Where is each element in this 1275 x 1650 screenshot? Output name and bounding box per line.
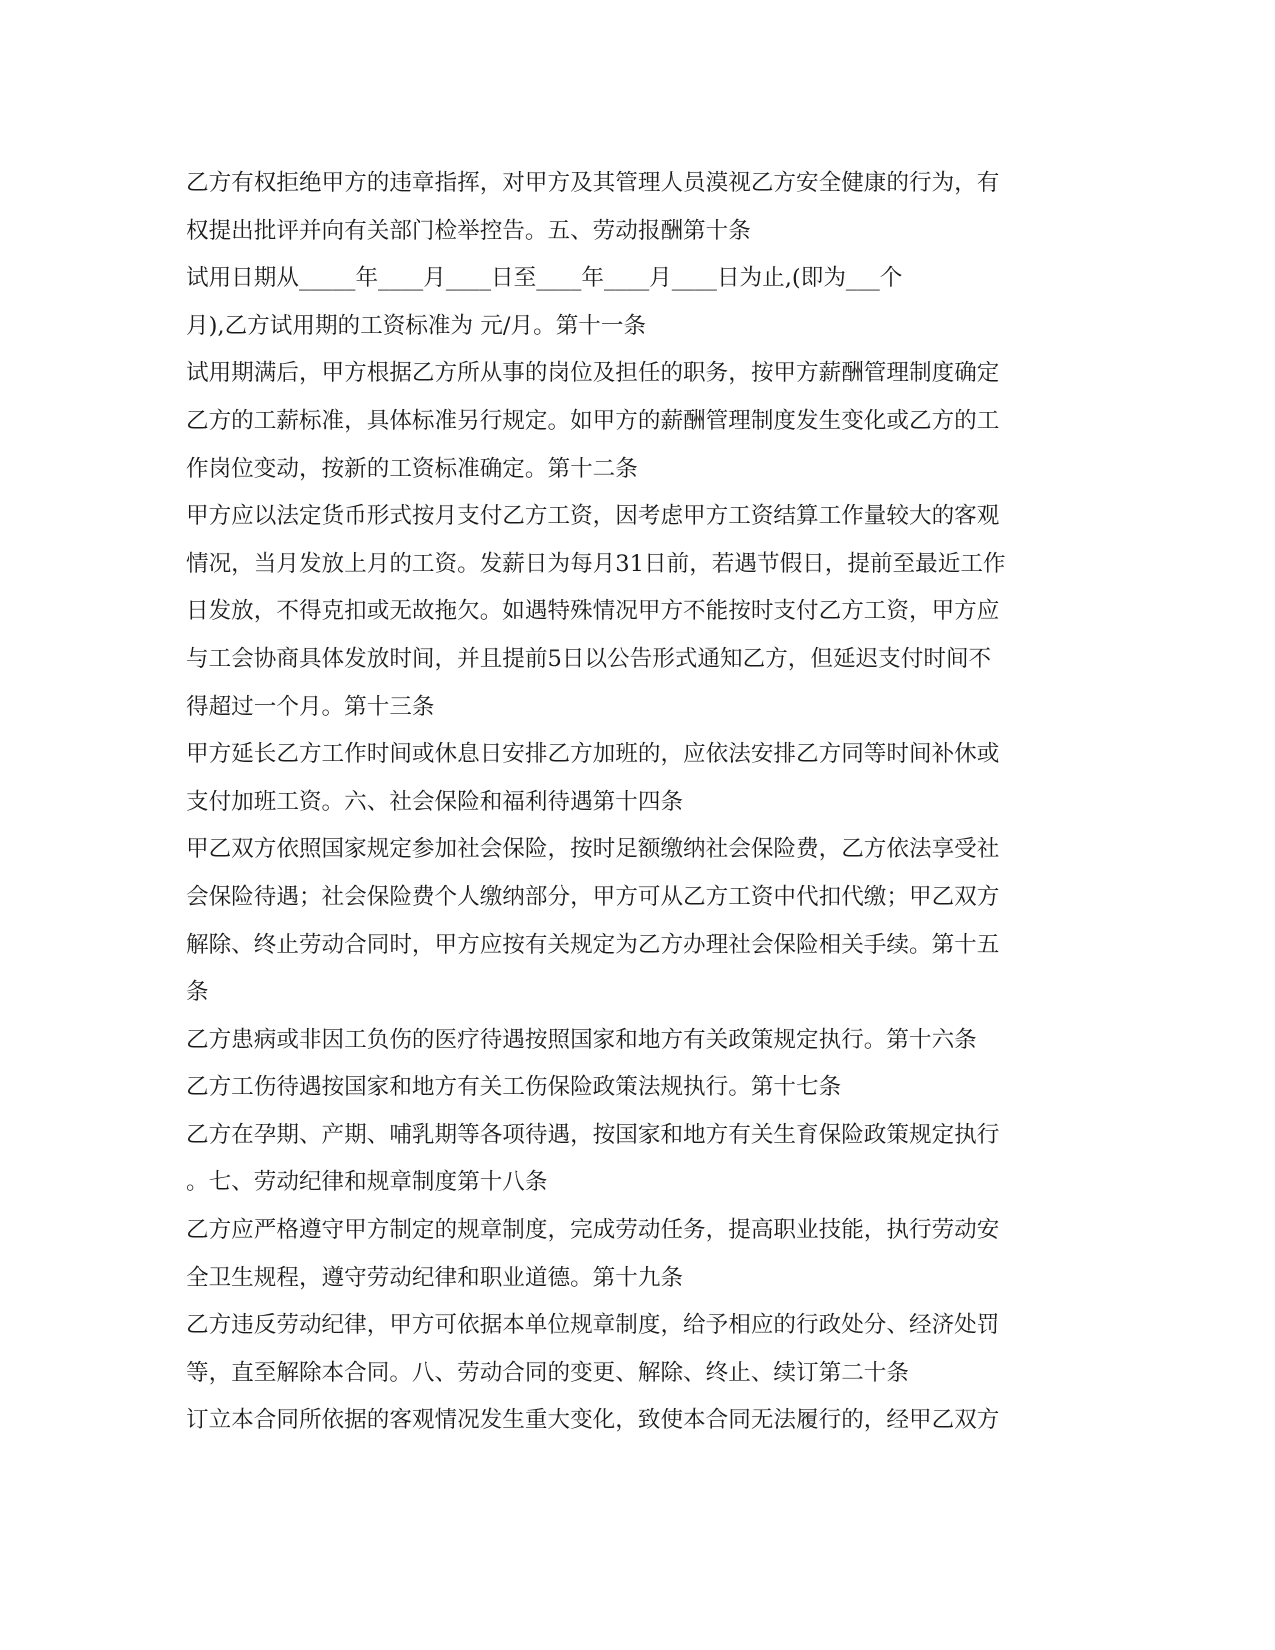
text-line: 乙方有权拒绝甲方的违章指挥，对甲方及其管理人员漠视乙方安全健康的行为，有 [186,170,1000,196]
text-line: 会保险待遇；社会保险费个人缴纳部分，甲方可从乙方工资中代扣代缴；甲乙双方 [186,883,1000,910]
text-line: 支付加班工资。六、社会保险和福利待遇第十四条 [186,788,684,815]
text-line: 乙方应严格遵守甲方制定的规章制度，完成劳动任务，提高职业技能，执行劳动安 [186,1217,1000,1244]
text-line: 月),乙方试用期的工资标准为 元/月。第十一条 [186,312,647,339]
text-line: 乙方的工薪标准，具体标准另行规定。如甲方的薪酬管理制度发生变化或乙方的工 [186,407,1000,434]
text-line: 乙方违反劳动纪律，甲方可依据本单位规章制度，给予相应的行政处分、经济处罚 [186,1312,1000,1339]
text-line: 作岗位变动，按新的工资标准确定。第十二条 [186,455,638,482]
text-line: 甲方延长乙方工作时间或休息日安排乙方加班的，应依法安排乙方同等时间补休或 [186,741,1000,768]
text-line: 等，直至解除本合同。八、劳动合同的变更、解除、终止、续订第二十条 [186,1359,909,1386]
text-line: 。七、劳动纪律和规章制度第十八条 [186,1169,548,1196]
text-line: 得超过一个月。第十三条 [186,693,435,720]
text-line: 情况，当月发放上月的工资。发薪日为每月31日前，若遇节假日，提前至最近工作 [186,550,1006,577]
text-line: 乙方工伤待遇按国家和地方有关工伤保险政策法规执行。第十七条 [186,1074,842,1101]
text-line: 解除、终止劳动合同时，甲方应按有关规定为乙方办理社会保险相关手续。第十五 [186,931,1000,958]
text-line: 条 [186,979,209,1006]
text-line: 试用日期从_____年____月____日至____年____月____日为止,(即为___个 [186,265,903,292]
text-line: 日发放，不得克扣或无故拖欠。如遇特殊情况甲方不能按时支付乙方工资，甲方应 [186,598,1000,625]
text-line: 乙方患病或非因工负伤的医疗待遇按照国家和地方有关政策规定执行。第十六条 [186,1026,977,1053]
text-line: 权提出批评并向有关部门检举控告。五、劳动报酬第十条 [186,217,751,244]
text-line: 甲方应以法定货币形式按月支付乙方工资，因考虑甲方工资结算工作量较大的客观 [186,503,1000,530]
text-line: 乙方在孕期、产期、哺乳期等各项待遇，按国家和地方有关生育保险政策规定执行 [186,1121,1000,1148]
text-line: 订立本合同所依据的客观情况发生重大变化，致使本合同无法履行的，经甲乙双方 [186,1407,1000,1434]
text-line: 试用期满后，甲方根据乙方所从事的岗位及担任的职务，按甲方薪酬管理制度确定 [186,360,1000,387]
text-line: 全卫生规程，遵守劳动纪律和职业道德。第十九条 [186,1264,684,1291]
text-line: 与工会协商具体发放时间，并且提前5日以公告形式通知乙方，但延迟支付时间不 [186,645,992,672]
document-body [186,160,1086,1445]
text-line: 甲乙双方依照国家规定参加社会保险，按时足额缴纳社会保险费，乙方依法享受社 [186,836,1000,863]
